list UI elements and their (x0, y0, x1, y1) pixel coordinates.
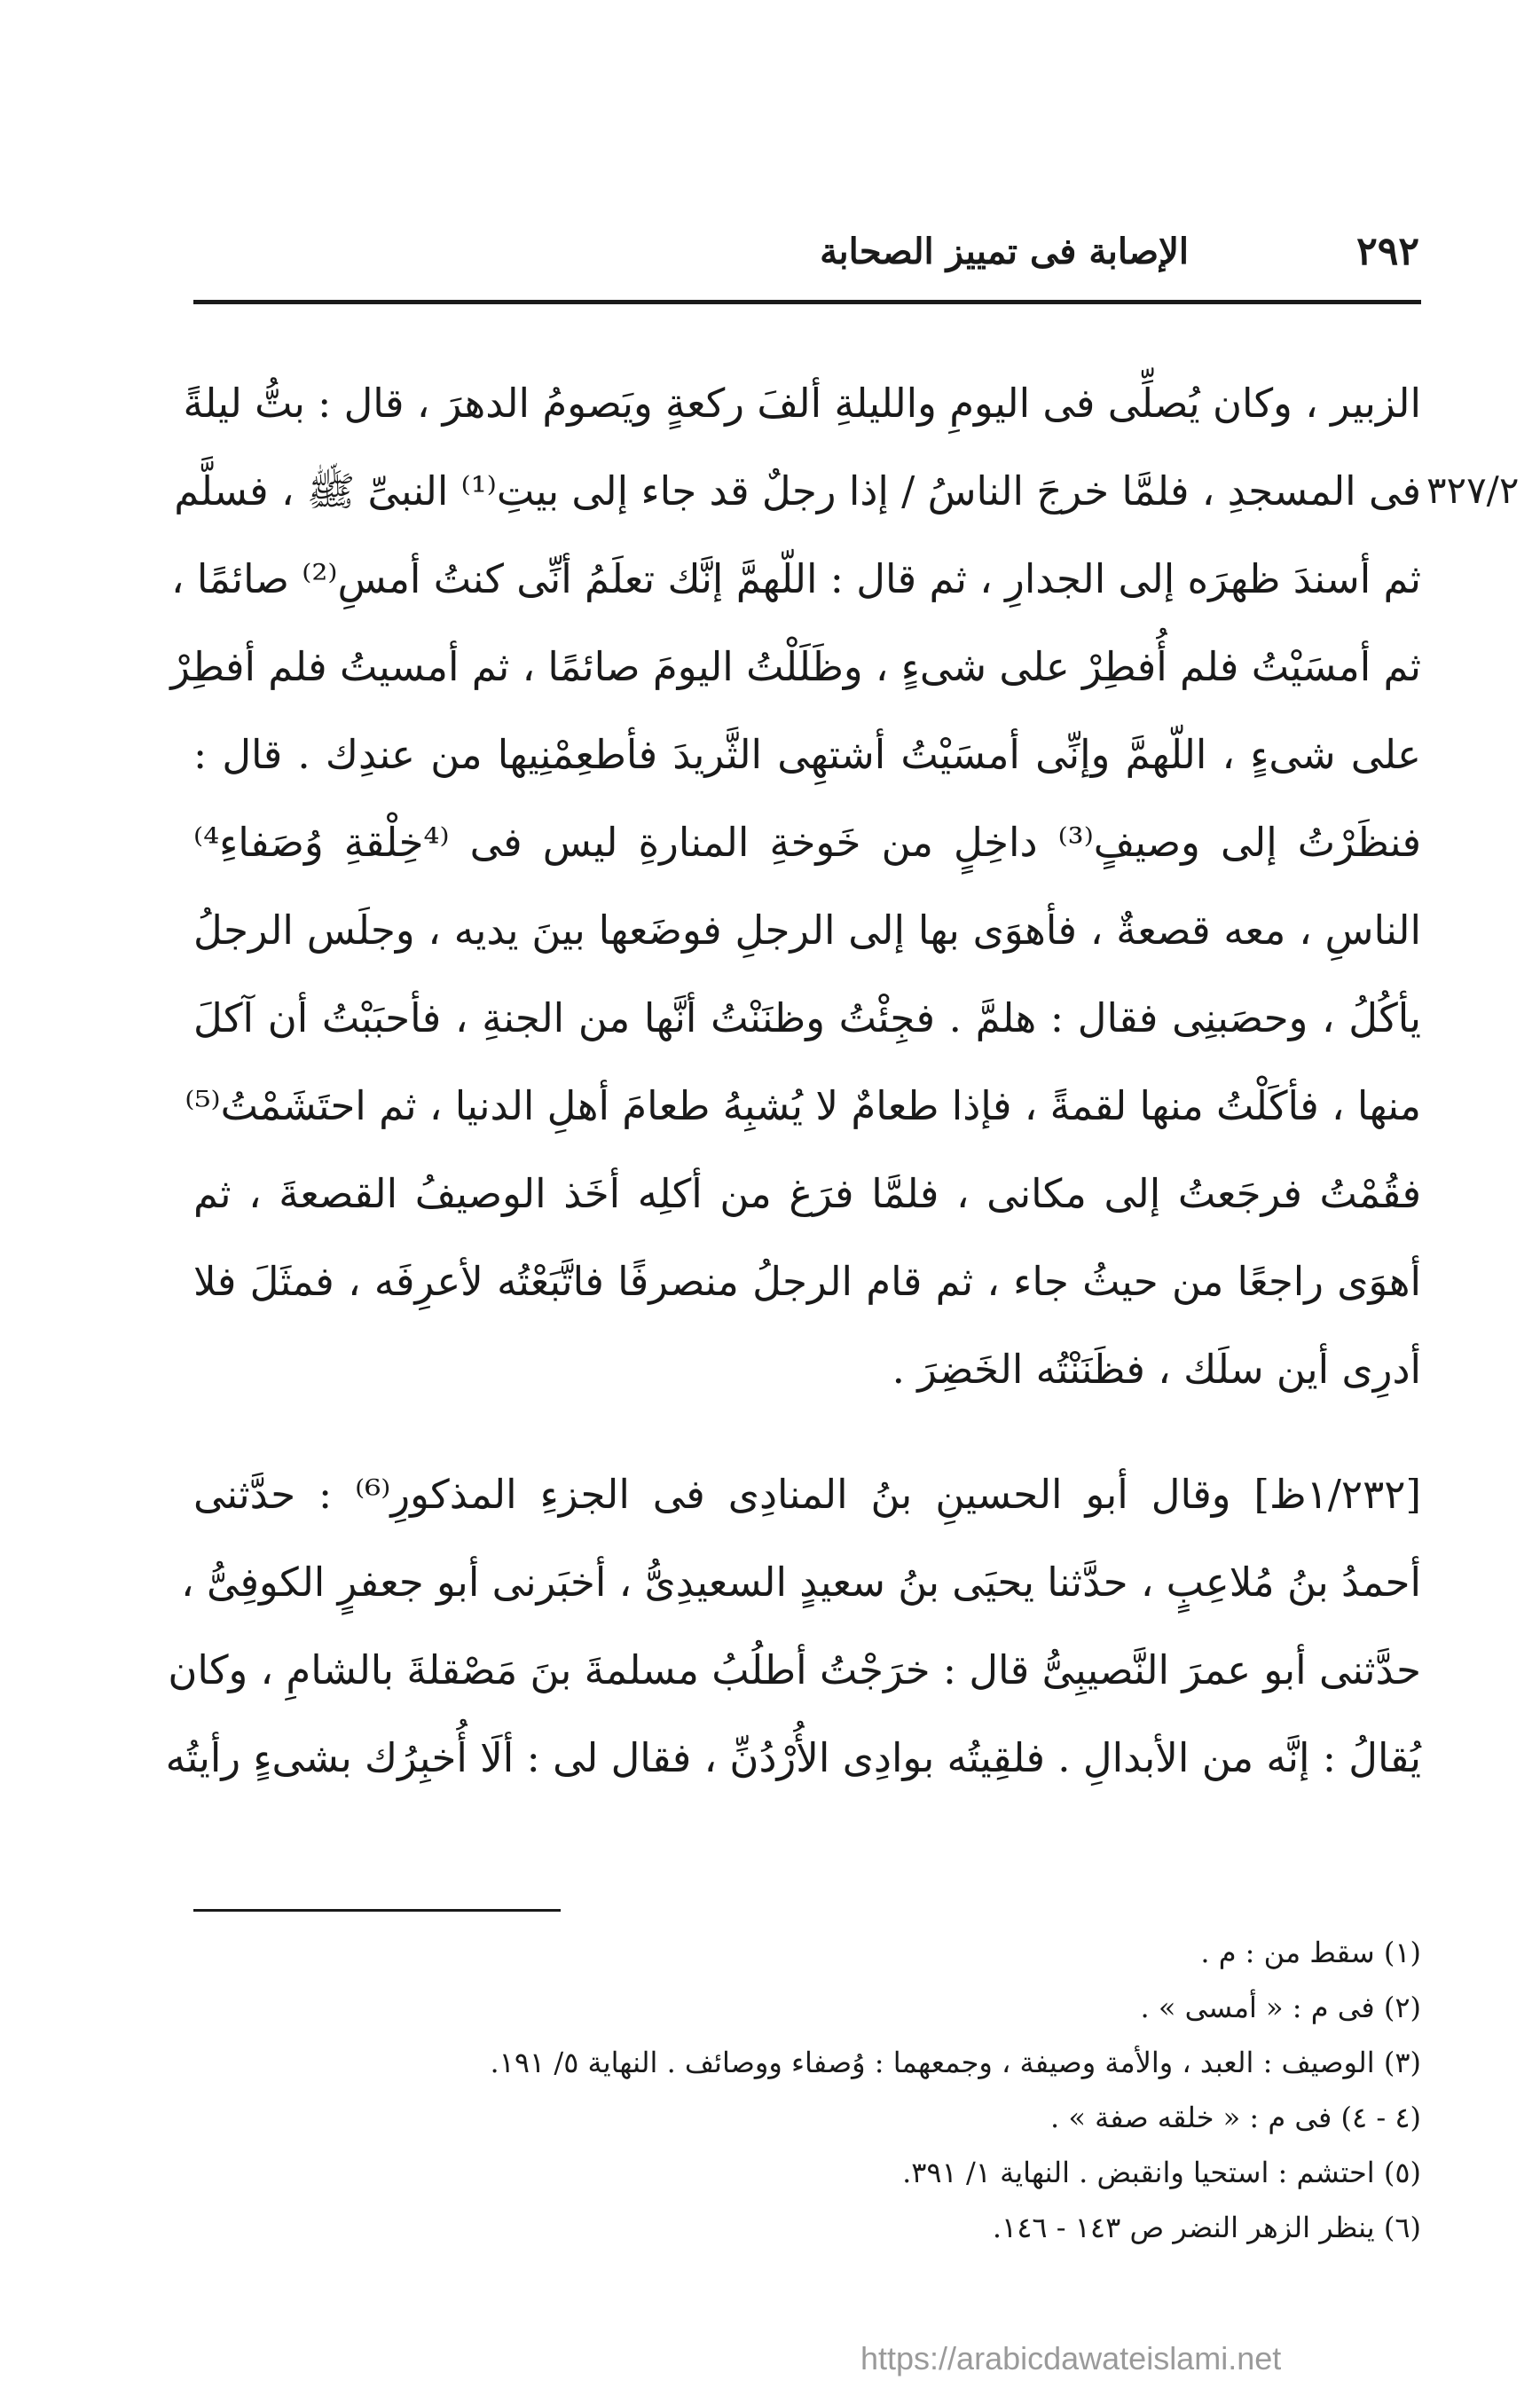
margin-reference: ٣٢٧/٢ (1426, 468, 1520, 512)
text-line: ثم أسندَ ظهرَه إلى الجدارِ ، ثم قال : اللّهمَّ إنَّك تعلَمُ أنِّى كنتُ أمسِ⁽²⁾ صائمًا ، (170, 555, 1421, 602)
paragraph-gap (193, 1413, 1421, 1450)
text-line: يأكُلُ ، وحصَبنِى فقال : هلمَّ . فجِئْتُ وظنَنْتُ أنَّها من الجنةِ ، فأحبَبْتُ أن آكلَ (193, 994, 1421, 1041)
text-line: فى المسجدِ ، فلمَّا خرجَ الناسُ / إذا رجلٌ قد جاء إلى بيتِ⁽¹⁾ النبىِّ ﷺ ، فسلَّم (174, 467, 1421, 515)
text-line: على شىءٍ ، اللّهمَّ وإنِّى أمسَيْتُ أشتهِى الثَّريدَ فأطعِمْنِيها من عندِك . قال : (193, 731, 1421, 778)
text-line: أدرِى أين سلَك ، فظَنَنْتُه الخَضِرَ . (892, 1346, 1421, 1393)
page-number: ٢٩٢ (1356, 229, 1419, 274)
text-line: الزبير ، وكان يُصلِّى فى اليومِ والليلةِ ألفَ ركعةٍ ويَصومُ الدهرَ ، قال : بتُّ ليلةً (183, 380, 1421, 427)
header-rule (193, 300, 1421, 304)
text-line: [١/٢٣٢ظ] وقال أبو الحسينِ بنُ المنادِى فى الجزءِ المذكورِ⁽⁶⁾ : حدَّثنى (193, 1471, 1421, 1518)
footnote-rule (193, 1909, 561, 1912)
footnote: (٥) احتشم : استحيا وانقبض . النهاية ١/ ٣٩١. (902, 2156, 1421, 2189)
page-header (195, 229, 1419, 282)
text-line: ثم أمسَيْتُ فلم أُفطِرْ على شىءٍ ، وظَلَلْتُ اليومَ صائمًا ، ثم أمسيتُ فلم أفطِرْ (170, 643, 1421, 690)
footnote: (٦) ينظر الزهر النضر ص ١٤٣ - ١٤٦. (992, 2211, 1421, 2244)
main-text (165, 359, 1421, 1802)
text-line: فنظَرْتُ إلى وصيفٍ⁽³⁾ داخِلٍ من خَوخةِ المنارةِ ليس فى ⁽⁴خِلْقةِ وُصَفاءِ⁴⁾ (193, 819, 1421, 866)
footnote: (٤ - ٤) فى م : « خلقه صفة » . (1050, 2101, 1421, 2134)
footnote: (٢) فى م : « أمسى » . (1140, 1991, 1421, 2024)
watermark-url: https://arabicdawateislami.net (860, 2340, 1282, 2377)
text-line: أحمدُ بنُ مُلاعِبٍ ، حدَّثنا يحيَى بنُ سعيدٍ السعيدِىُّ ، أخبَرنى أبو جعفرٍ الكوفِىُّ ، (181, 1559, 1421, 1606)
running-title: الإصابة فى تمييز الصحابة (820, 231, 1189, 272)
text-line: فقُمْتُ فرجَعتُ إلى مكانى ، فلمَّا فرَغ من أكلِه أخَذ الوصيفُ القصعةَ ، ثم (193, 1170, 1421, 1217)
text-line: الناسِ ، معه قصعةٌ ، فأهوَى بها إلى الرجلِ فوضَعها بينَ يديه ، وجلَس الرجلُ (193, 907, 1421, 954)
footnote: (١) سقط من : م . (1200, 1936, 1421, 1969)
text-line: أهوَى راجعًا من حيثُ جاء ، ثم قام الرجلُ منصرفًا فاتَّبَعْتُه لأعرِفَه ، فمثَلَ فلا (193, 1258, 1421, 1305)
text-line: منها ، فأكَلْتُ منها لقمةً ، فإذا طعامٌ لا يُشبِهُ طعامَ أهلِ الدنيا ، ثم احتَشَمْتُ⁽⁵⁾ (185, 1082, 1421, 1129)
footnotes (193, 1925, 1421, 2255)
text-line: حدَّثنى أبو عمرَ النَّصيبِىُّ قال : خرَجْتُ أطلُبُ مسلمةَ بنَ مَصْقلةَ بالشامِ ، وكان (168, 1646, 1421, 1693)
text-line: يُقالُ : إنَّه من الأبدالِ . فلقِيتُه بوادِى الأُرْدُنِّ ، فقال لى : ألَا أُخبِرُك بشىءٍ رأيتُه (165, 1734, 1421, 1781)
footnote: (٣) الوصيف : العبد ، والأمة وصيفة ، وجمعهما : وُصفاء ووصائف . النهاية ٥/ ١٩١. (490, 2046, 1421, 2079)
